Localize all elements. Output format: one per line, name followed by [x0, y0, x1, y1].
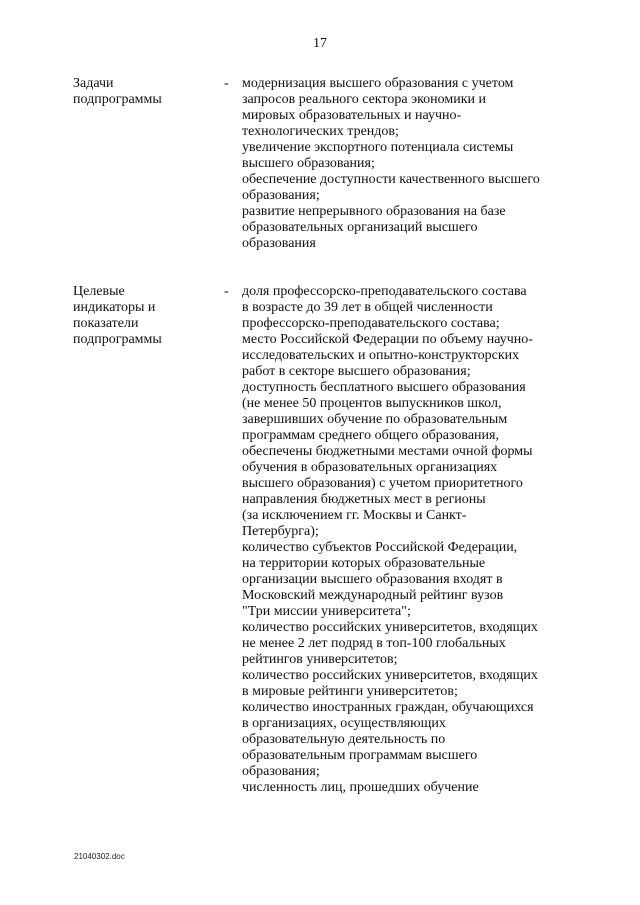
- body-line: модернизация высшего образования с учетом: [242, 76, 514, 91]
- label-line: Целевые: [73, 284, 125, 299]
- dash-separator: -: [224, 284, 229, 299]
- body-line: не менее 2 лет подряд в топ-100 глобальных: [242, 636, 506, 651]
- body-line: образования: [242, 236, 316, 251]
- body-line: доля профессорско-преподавательского состава: [242, 284, 527, 299]
- body-line: образования;: [242, 188, 320, 203]
- body-line: Московский международный рейтинг вузов: [242, 588, 504, 603]
- body-line: количество субъектов Российской Федерации,: [242, 540, 518, 555]
- label-line: подпрограммы: [73, 332, 162, 347]
- body-line: обеспечение доступности качественного высшего: [242, 172, 540, 187]
- body-line: количество российских университетов, входящих: [242, 620, 538, 635]
- section-body: [242, 284, 572, 796]
- body-line: обеспечены бюджетными местами очной формы: [242, 444, 533, 459]
- body-line: образовательных организаций высшего: [242, 220, 478, 235]
- section-label: [73, 76, 213, 108]
- document-filename: 21040302.doc: [74, 852, 125, 861]
- body-line: организации высшего образования входят в: [242, 572, 503, 587]
- body-line: в возрасте до 39 лет в общей численности: [242, 300, 493, 315]
- body-line: (за исключением гг. Москвы и Санкт-: [242, 508, 467, 523]
- body-line: доступность бесплатного высшего образования: [242, 380, 526, 395]
- section-body: [242, 76, 572, 252]
- body-line: высшего образования) с учетом приоритетного: [242, 476, 523, 491]
- body-line: исследовательских и опытно-конструкторских: [242, 348, 520, 363]
- body-line: образовательным программам высшего: [242, 748, 478, 763]
- dash-separator: -: [224, 76, 229, 91]
- label-line: индикаторы и: [73, 300, 156, 315]
- body-line: в организациях, осуществляющих: [242, 716, 446, 731]
- body-line: развитие непрерывного образования на базе: [242, 204, 506, 219]
- body-line: увеличение экспортного потенциала системы: [242, 140, 514, 155]
- body-line: завершивших обучение по образовательным: [242, 412, 508, 427]
- body-line: "Три миссии университета";: [242, 604, 411, 619]
- body-line: Петербурга);: [242, 524, 319, 539]
- body-line: количество российских университетов, входящих: [242, 668, 538, 683]
- body-line: работ в секторе высшего образования;: [242, 364, 471, 379]
- body-line: технологических трендов;: [242, 124, 399, 139]
- body-line: (не менее 50 процентов выпускников школ,: [242, 396, 502, 411]
- section-label: [73, 284, 213, 348]
- body-line: образовательную деятельность по: [242, 732, 446, 747]
- body-line: программам среднего общего образования,: [242, 428, 499, 443]
- body-line: образования;: [242, 764, 320, 779]
- body-line: профессорско-преподавательского состава;: [242, 316, 500, 331]
- body-line: в мировые рейтинги университетов;: [242, 684, 458, 699]
- label-line: показатели: [73, 316, 139, 331]
- body-line: обучения в образовательных организациях: [242, 460, 498, 475]
- body-line: высшего образования;: [242, 156, 375, 171]
- body-line: на территории которых образовательные: [242, 556, 486, 571]
- label-line: подпрограммы: [73, 92, 162, 107]
- body-line: запросов реального сектора экономики и: [242, 92, 487, 107]
- body-line: направления бюджетных мест в регионы: [242, 492, 486, 507]
- body-line: количество иностранных граждан, обучающихся: [242, 700, 534, 715]
- label-line: Задачи: [73, 76, 114, 91]
- body-line: мировых образовательных и научно-: [242, 108, 462, 123]
- body-line: место Российской Федерации по объему научно-: [242, 332, 533, 347]
- body-line: численность лиц, прошедших обучение: [242, 780, 479, 795]
- page-number: 17: [313, 36, 327, 51]
- body-line: рейтингов университетов;: [242, 652, 398, 667]
